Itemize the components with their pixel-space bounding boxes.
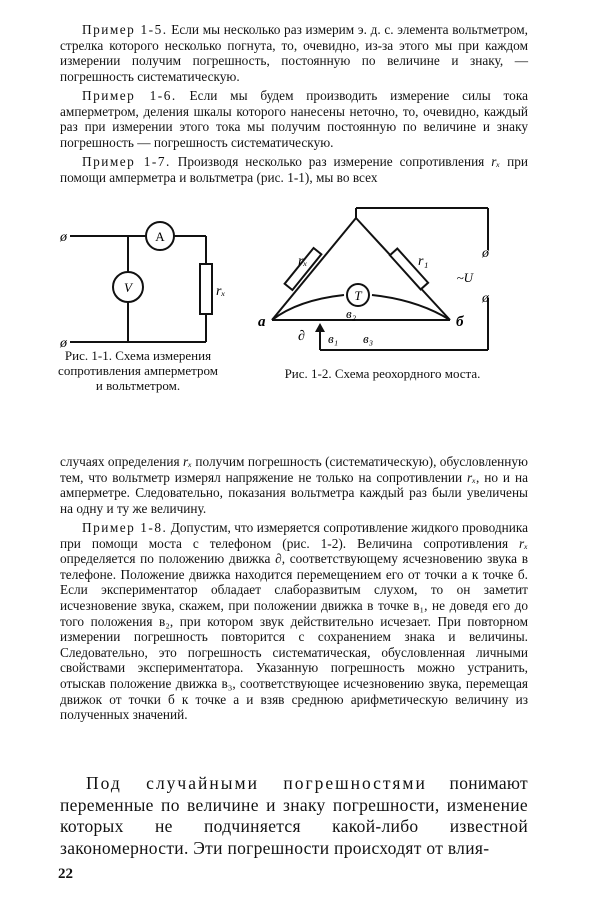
figure-1-1-circuit [58,220,238,351]
example-heading: Пример 1-7. [82,154,171,169]
figure-1-1-caption: Рис. 1-1. Схема измерения сопротивления амперметром и вольтметром. [58,348,218,393]
ammeter-label: A [155,229,165,244]
telephone-label: T [354,288,362,303]
terminal-bottom-icon: ø [60,336,67,351]
variable-rx: rₓ [467,469,476,485]
slider-label: ∂ [298,329,305,344]
variable-rx: rₓ [519,535,528,551]
voltmeter-label: V [124,280,132,295]
variable-rx: rₓ [491,154,501,169]
source-label: ~U [456,270,473,285]
paragraph-text: случаях определения [60,454,184,469]
variable-rx: rₓ [183,454,192,469]
term-heading: Под случайными погрешностями [86,773,427,793]
terminal-top-icon: ø [482,246,489,261]
figure-1-2-bridge [258,200,508,360]
paragraph-text: определяется по положению движка ∂, соответствующему ясчезновению звука в телефоне. Положение движка находится перемещением его от точки а к точке б. Если экспериментатор обладает слаборазвитым слухом, то он заметит исчезновение звука, скажем, при положении движка в точке в₁, не доведя его до того положения в₂, при котором звук действительно исчезает. При повторном измерении погрешность повторится с сохранением знака и величины. Следовательно, это погрешность систематическая, обусловленная личными свойствами экспериментатора. Указанную погрешность можно устранить, отыскав положение движка в₃, соответствующее исчезновению звука, перемещая движок от точки б к точке а и взяв среднюю арифметическую величину из полученных значений. [60,551,528,723]
terminal-top-icon: ø [60,230,67,245]
paragraph-example-1-7 [60,154,528,185]
paragraph-example-1-8 [60,520,528,723]
paragraph-example-1-5 [60,22,528,84]
paragraph-random-errors [60,773,528,859]
resistor-rx-symbol [200,264,212,314]
paragraph-continuation [60,454,528,516]
paragraph-text: получим погрешность (систематическую), обусловленную тем, что вольтметр измерял напряжение не только на сопротивлении [60,454,528,485]
paragraph-text: при помощи амперметра и вольтметра (рис. 1-1), мы во всех [60,154,528,185]
figure-1-2-caption: Рис. 1-2. Схема реохордного моста. [284,366,481,381]
paragraph-text: понимают переменные по величине и знаку погрешности, изменение которых не подчиняется какой-либо известной закономерности. Эти погрешности происходят от влия- [60,773,528,858]
resistor-r1-label: r₁ [418,254,429,269]
slider-arrow-icon [315,323,325,332]
page-number: 22 [58,866,73,882]
point-b1-label: в₁ [328,331,339,346]
paragraph-text: Если мы несколько раз измерим э. д. с. элемента вольтметром, стрелка которого несколько погнута, то, очевидно, из-за этого мы при каждом измерении получим погрешность, постоянную по величине и знаку, — погрешность систематическую. [60,22,528,84]
point-b2-label: в₂ [346,306,357,321]
paragraph-text: Производя несколько раз измерение сопротивления [170,154,492,169]
terminal-bottom-icon: ø [482,291,489,306]
paragraph-example-1-6 [60,88,528,150]
node-a-label: а [258,314,266,330]
example-heading: Пример 1-5. [82,22,168,37]
example-heading: Пример 1-8. [82,520,168,535]
resistor-rx-label: rₓ [298,254,308,269]
node-b-label: б [456,314,464,330]
paragraph-text: Если мы будем производить измерение силы тока амперметром, деления шкалы которого нанесены неточно, то, очевидно, каждый раз при измерении этого тока мы получим постоянную по величине и знаку погрешность — погрешность систематическую. [60,88,528,150]
example-heading: Пример 1-6. [82,88,177,103]
paragraph-text: Допустим, что измеряется сопротивление жидкого проводника при помощи моста с телефоном (рис. 1-2). Величина сопротивления [60,520,528,551]
resistor-rx-label: rₓ [216,284,226,299]
paragraph-text: , но и на амперметре. Следовательно, показания вольтметра каждый раз были увеличены на одну и ту же величину. [60,469,528,516]
point-b3-label: в₃ [363,331,374,346]
